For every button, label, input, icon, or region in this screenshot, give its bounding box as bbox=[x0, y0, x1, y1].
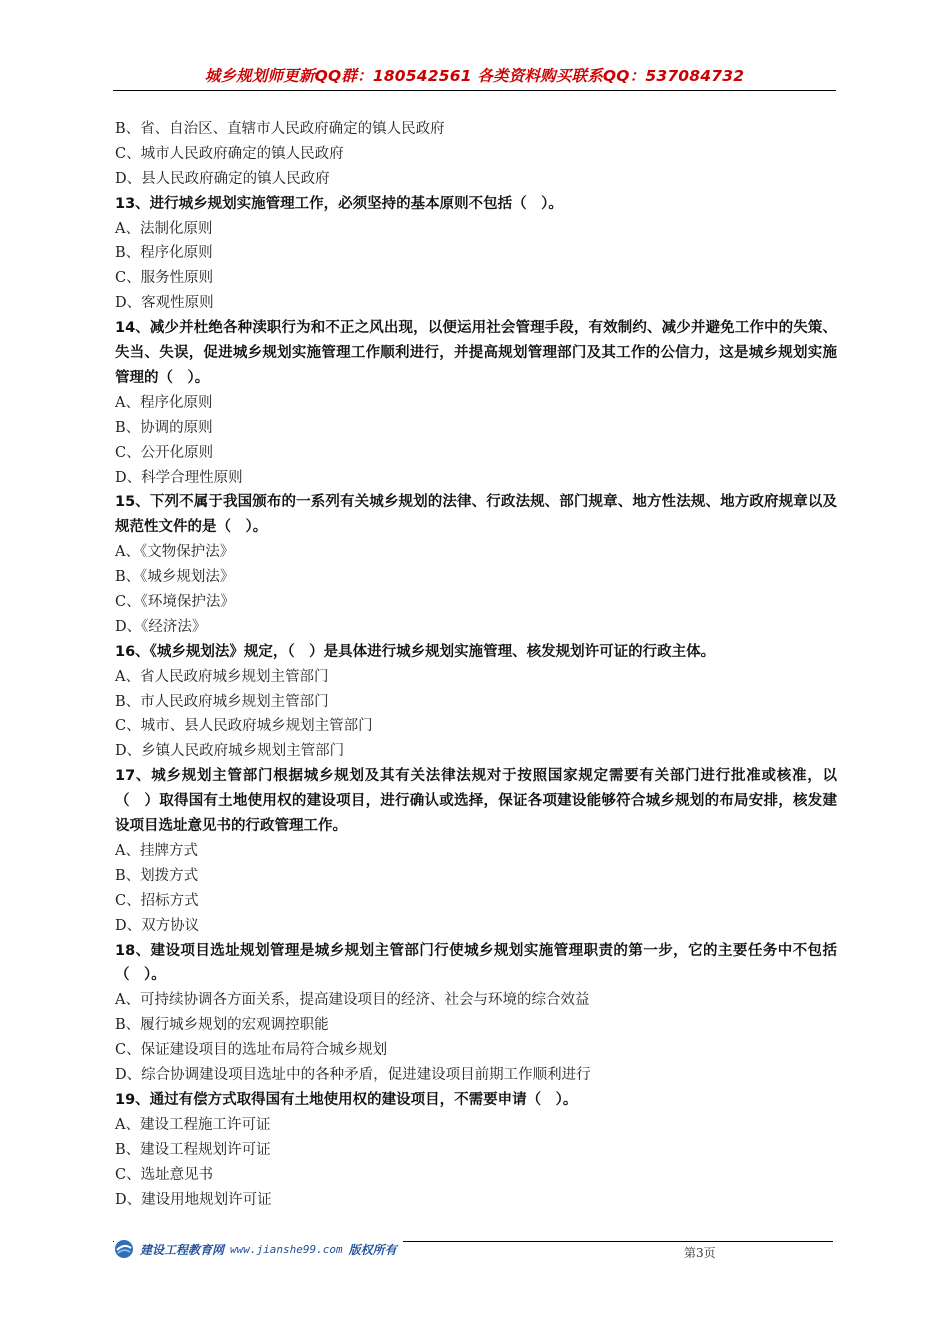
answer-option: D、双方协议 bbox=[115, 917, 200, 934]
page-number: 第3页 bbox=[684, 1246, 716, 1260]
question-text: 19、通过有偿方式取得国有土地使用权的建设项目，不需要申请（ ）。 bbox=[115, 1091, 578, 1108]
page-header: 城乡规划师更新QQ群：180542561 各类资料购买联系QQ：537084732 bbox=[204, 67, 745, 85]
answer-option: D、建设用地规划许可证 bbox=[115, 1191, 272, 1208]
answer-option: C、《环境保护法》 bbox=[115, 594, 235, 611]
answer-option: D、客观性原则 bbox=[115, 295, 214, 312]
question-text: 17、城乡规划主管部门根据城乡规划及其有关法律法规对于按照国家规定需要有关部门进行批准或核准，以（ ）取得国有土地使用权的建设项目，进行确认或选择，保证各项建设能够符合城乡规划的布局安排，核发建设项目选址意见书的行政管理工作。 bbox=[115, 768, 837, 835]
answer-option: B、建设工程规划许可证 bbox=[115, 1141, 271, 1158]
question-text: 13、进行城乡规划实施管理工作，必须坚持的基本原则不包括（ ）。 bbox=[115, 195, 563, 212]
answer-option: D、乡镇人民政府城乡规划主管部门 bbox=[115, 743, 345, 760]
question-text: 15、下列不属于我国颁布的一系列有关城乡规划的法律、行政法规、部门规章、地方性法规、地方政府规章以及规范性文件的是（ ）。 bbox=[115, 494, 837, 536]
answer-option: C、招标方式 bbox=[115, 892, 199, 909]
answer-option: A、省人民政府城乡规划主管部门 bbox=[115, 668, 329, 685]
answer-option: C、城市人民政府确定的镇人民政府 bbox=[115, 145, 344, 162]
answer-option: A、可持续协调各方面关系，提高建设项目的经济、社会与环境的综合效益 bbox=[115, 992, 590, 1009]
answer-option: D、县人民政府确定的镇人民政府 bbox=[115, 170, 330, 187]
footer-branding bbox=[114, 1238, 403, 1260]
site-logo-icon bbox=[114, 1239, 134, 1259]
answer-option: C、保证建设项目的选址布局符合城乡规划 bbox=[115, 1042, 388, 1059]
question-text: 14、减少并杜绝各种渎职行为和不正之风出现，以便运用社会管理手段，有效制约、减少并避免工作中的失策、失当、失误，促进城乡规划实施管理工作顺利进行，并提高规划管理部门及其工作的公信力，这是城乡规划实施管理的（ ）。 bbox=[115, 320, 837, 386]
answer-option: C、服务性原则 bbox=[115, 270, 214, 287]
footer-rights: 版权所有 bbox=[348, 1242, 397, 1257]
answer-option: D、综合协调建设项目选址中的各种矛盾，促进建设项目前期工作顺利进行 bbox=[115, 1067, 591, 1084]
question-text: 18、建设项目选址规划管理是城乡规划主管部门行使城乡规划实施管理职责的第一步，它的主要任务中不包括（ ）。 bbox=[115, 942, 837, 984]
header-divider bbox=[113, 90, 836, 91]
footer-url[interactable]: www.jianshe99.com bbox=[230, 1242, 343, 1256]
answer-option: B、划拨方式 bbox=[115, 867, 199, 884]
footer-brand: 建设工程教育网 bbox=[140, 1242, 225, 1257]
answer-option: B、程序化原则 bbox=[115, 245, 213, 262]
answer-option: D、科学合理性原则 bbox=[115, 469, 243, 486]
question-list bbox=[115, 117, 837, 1212]
answer-option: A、《文物保护法》 bbox=[115, 544, 235, 561]
answer-option: B、市人民政府城乡规划主管部门 bbox=[115, 693, 329, 710]
answer-option: B、履行城乡规划的宏观调控职能 bbox=[115, 1017, 329, 1034]
answer-option: A、程序化原则 bbox=[115, 394, 213, 411]
question-text: 16、《城乡规划法》规定，（ ）是具体进行城乡规划实施管理、核发规划许可证的行政主体。 bbox=[115, 643, 716, 660]
answer-option: C、选址意见书 bbox=[115, 1166, 214, 1183]
answer-option: C、公开化原则 bbox=[115, 444, 214, 461]
answer-option: B、省、自治区、直辖市人民政府确定的镇人民政府 bbox=[115, 121, 445, 137]
answer-option: B、协调的原则 bbox=[115, 419, 213, 436]
answer-option: A、法制化原则 bbox=[115, 220, 213, 237]
answer-option: D、《经济法》 bbox=[115, 618, 207, 635]
answer-option: A、挂牌方式 bbox=[115, 842, 198, 859]
answer-option: A、建设工程施工许可证 bbox=[115, 1116, 271, 1133]
answer-option: B、《城乡规划法》 bbox=[115, 569, 235, 586]
answer-option: C、城市、县人民政府城乡规划主管部门 bbox=[115, 718, 373, 735]
